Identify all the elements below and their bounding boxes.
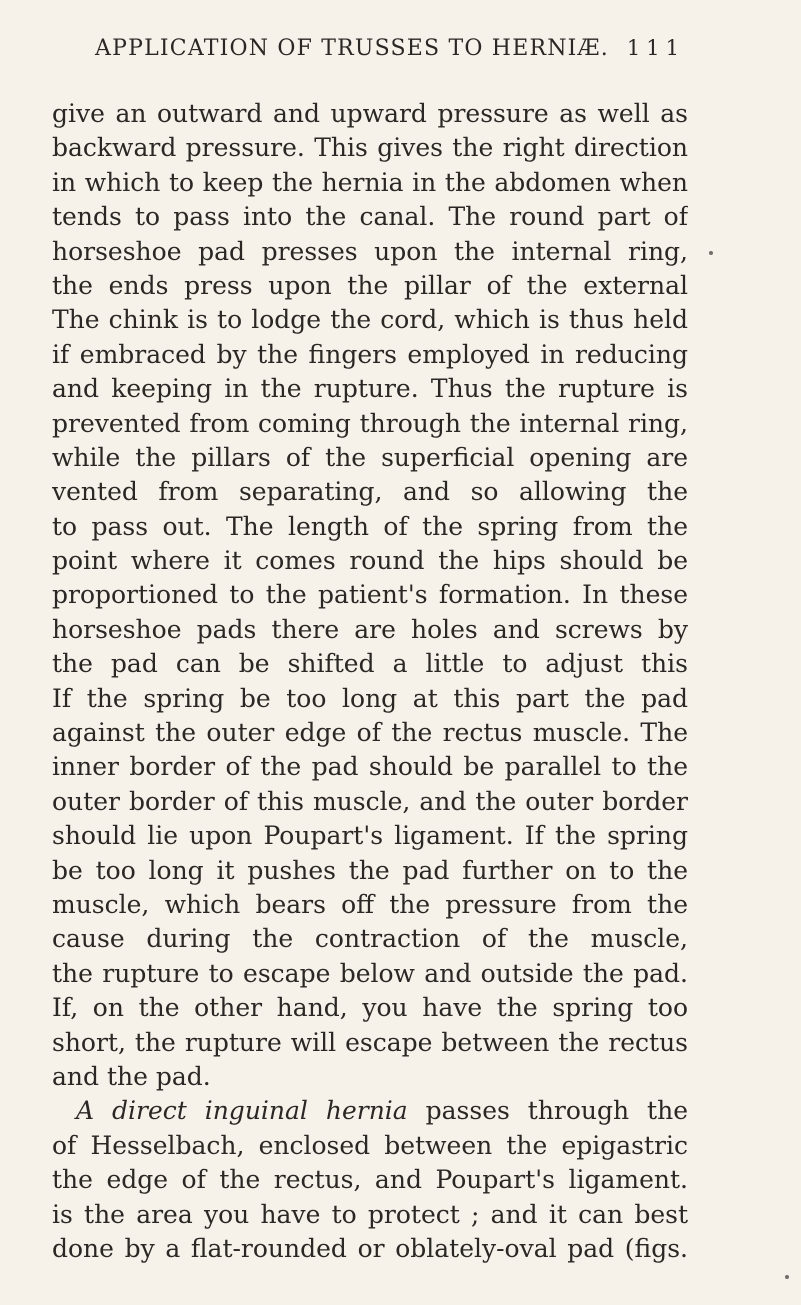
text-line: the rupture to escape below and outside the pad. xyxy=(52,958,688,988)
text-line: inner border of the pad should be parallel to the xyxy=(52,752,688,782)
text-line: to pass out. The length of the spring from the xyxy=(52,511,688,541)
text-line: prevented from coming through the internal ring, xyxy=(52,408,688,438)
text-line: backward pressure. This gives the right direction xyxy=(52,133,688,163)
text-line: muscle, which bears off the pressure from the xyxy=(52,889,688,919)
text-line: outer border of this muscle, and the outer border xyxy=(52,786,688,816)
first-line-rest: passes through the xyxy=(425,1096,688,1126)
text-line: If the spring be too long at this part the pad xyxy=(52,683,688,713)
text-line: The chink is to lodge the cord, which is thus held xyxy=(52,305,688,335)
text-line: and the pad. xyxy=(52,1061,211,1091)
text-line: of Hesselbach, enclosed between the epigastric xyxy=(52,1130,688,1160)
text-line: short, the rupture will escape between the rectus xyxy=(52,1027,688,1057)
text-line: is the area you have to protect ; and it can best xyxy=(52,1199,688,1229)
body-text xyxy=(52,97,688,1266)
paragraph-2-first-line xyxy=(52,1094,688,1128)
text-line: proportioned to the patient's formation. In these xyxy=(52,580,688,610)
text-line: tends to pass into the canal. The round part of xyxy=(52,202,688,232)
text-line: If, on the other hand, you have the spring too xyxy=(52,993,688,1023)
italic-lead: A direct inguinal hernia xyxy=(76,1096,408,1126)
text-line: while the pillars of the superficial opening are xyxy=(52,442,688,472)
running-head xyxy=(95,38,685,60)
page-number: 111 xyxy=(626,36,685,60)
text-line: point where it comes round the hips should be xyxy=(52,546,688,576)
running-head-title: APPLICATION OF TRUSSES TO HERNIÆ. xyxy=(95,36,609,61)
text-line: horseshoe pads there are holes and screws by xyxy=(52,614,688,644)
text-line: cause during the contraction of the muscle, xyxy=(52,924,688,954)
text-line: vented from separating, and so allowing the xyxy=(52,477,688,507)
text-line: the ends press upon the pillar of the external xyxy=(52,270,688,300)
text-line: horseshoe pad presses upon the internal ring, xyxy=(52,236,688,266)
text-line: and keeping in the rupture. Thus the rupture is xyxy=(52,374,688,404)
text-line: give an outward and upward pressure as well as xyxy=(52,99,688,128)
text-line: against the outer edge of the rectus muscle. The xyxy=(52,718,688,748)
text-line: be too long it pushes the pad further on to the xyxy=(52,855,688,885)
text-line: the edge of the rectus, and Poupart's ligament. xyxy=(52,1165,688,1195)
text-line: in which to keep the hernia in the abdomen when xyxy=(52,167,688,197)
text-line: done by a flat-rounded or oblately-oval pad (figs. xyxy=(52,1233,688,1263)
text-line: the pad can be shifted a little to adjust this xyxy=(52,649,688,679)
text-line: if embraced by the fingers employed in reducing xyxy=(52,339,688,369)
print-speck xyxy=(709,251,713,255)
print-speck xyxy=(785,1275,789,1279)
text-line: should lie upon Poupart's ligament. If the spring xyxy=(52,821,688,851)
